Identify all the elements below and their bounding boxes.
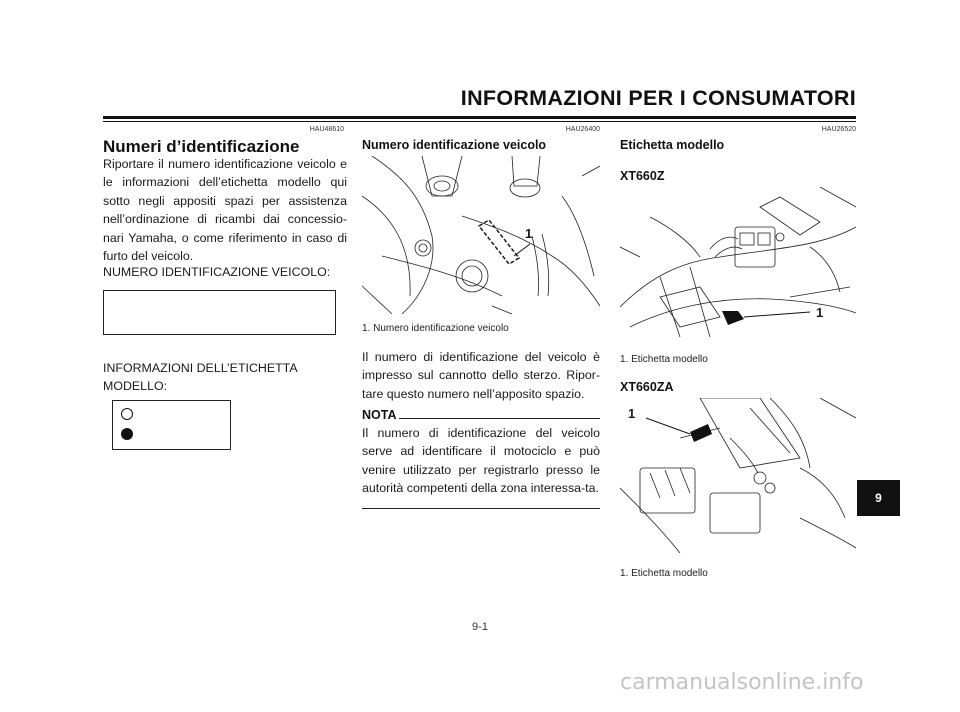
page-number: 9-1 (472, 621, 488, 633)
note-rule-top (399, 418, 600, 419)
model-label-figure-2 (620, 398, 856, 553)
model-label-figure-1 (620, 187, 856, 345)
section-code: HAU26520 (821, 126, 856, 133)
figure-caption: 1. Numero identificazione veicolo (362, 323, 509, 334)
note-label: NOTA (362, 408, 397, 422)
xt660z-label-illustration (620, 187, 856, 345)
watermark: carmanualsonline.info (620, 670, 864, 695)
vin-write-box (103, 290, 336, 335)
figure-callout: 1 (628, 406, 636, 421)
label-info-line1: INFORMAZIONI DELL’ETICHETTA (103, 361, 298, 375)
section-heading: Numero identificazione veicolo (362, 138, 547, 152)
figure-callout: 1 (816, 305, 824, 320)
model-name: XT660Z (620, 169, 665, 183)
vin-label: NUMERO IDENTIFICAZIONE VEICOLO: (103, 265, 331, 279)
xt660za-label-illustration (620, 398, 856, 553)
label-info-line2: MODELLO: (103, 379, 168, 393)
chapter-tab: 9 (857, 480, 900, 516)
section-code: HAU26400 (565, 126, 600, 133)
note-body: Il numero di identificazione del veicolo serve ad identificare il motociclo e può venire utilizzato per registrarlo presso le autorità competenti della zona interessa-ta. (362, 426, 600, 496)
steering-head-illustration (362, 156, 600, 314)
filled-circle-icon (121, 428, 133, 440)
figure-caption: 1. Etichetta modello (620, 568, 708, 579)
page-title: INFORMAZIONI PER I CONSUMATORI (460, 86, 856, 110)
figure-callout: 1 (525, 226, 533, 241)
section-heading: Etichetta modello (620, 138, 725, 152)
empty-circle-icon (121, 408, 133, 420)
model-name: XT660ZA (620, 380, 674, 394)
section-body: Il numero di identificazione del veicolo è impresso sul cannotto dello sterzo. Ripor-tare questo numero nell’apposito spazio. (362, 350, 600, 401)
section-heading: Numeri d’identificazione (103, 137, 300, 156)
figure-caption: 1. Etichetta modello (620, 354, 708, 365)
model-label-write-box (112, 400, 231, 450)
steering-head-figure (362, 156, 600, 314)
section-body: Riportare il numero identificazione veicolo e le informazioni dell’etichetta modello qui sotto negli appositi spazi per assistenza nell’ordinazione di ricambi dai concessio-nari Yamaha, o come riferimento in caso di furto del veicolo. (103, 157, 347, 264)
header-rule (103, 116, 856, 119)
note-rule-bottom (362, 508, 600, 509)
header-rule-thin (103, 121, 856, 122)
section-code: HAU48610 (309, 126, 344, 133)
